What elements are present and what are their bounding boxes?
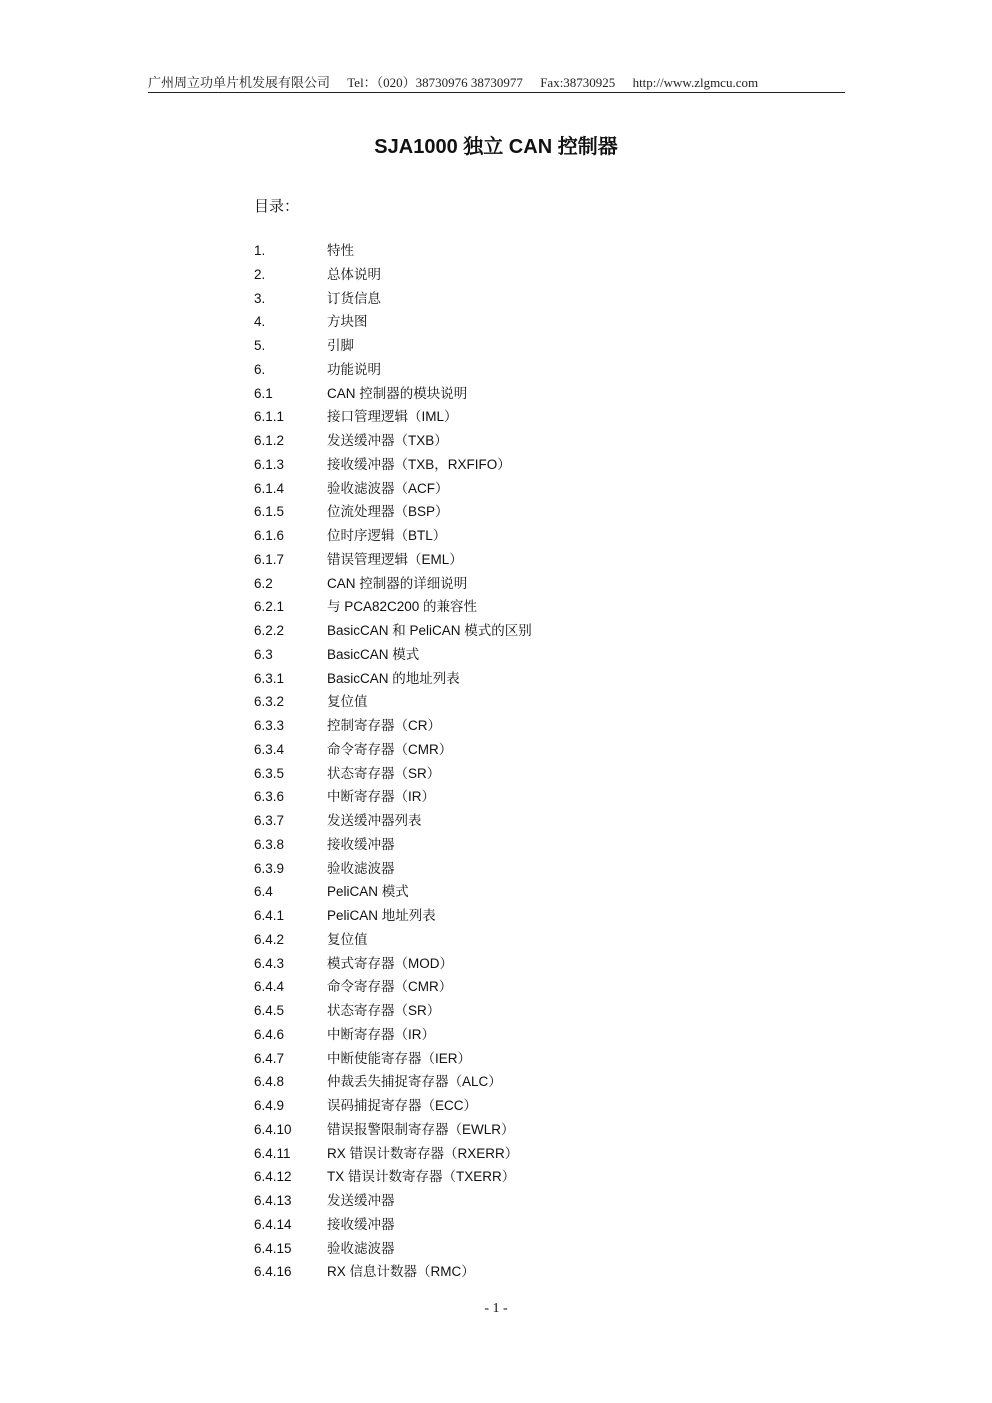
toc-entry	[254, 597, 532, 621]
toc-entry	[254, 621, 532, 645]
toc-entry-number: 6.4.15	[254, 1240, 292, 1256]
toc-entry-title: 中断寄存器（IR）	[327, 1026, 435, 1042]
toc-entry-number: 6.4.7	[254, 1050, 285, 1066]
toc-entry	[254, 265, 532, 289]
toc-entry-title: 模式寄存器（MOD）	[327, 955, 453, 971]
toc-entry	[254, 859, 532, 883]
toc-entry-title: 与 PCA82C200 的兼容性	[327, 599, 478, 615]
toc-entry-number: 6.4.13	[254, 1193, 292, 1208]
toc-entry-number: 1.	[254, 243, 266, 258]
toc-entry	[254, 930, 532, 954]
toc-entry-number: 6.2.2	[254, 623, 285, 638]
toc-entry-number: 6.1.7	[254, 551, 285, 567]
toc-entry	[254, 740, 532, 764]
toc-entry	[254, 526, 532, 550]
toc-entry-number: 6.2.1	[254, 599, 285, 615]
toc-entry-number: 6.1.3	[254, 456, 285, 472]
toc-entry	[254, 1120, 532, 1144]
page-number: - 1 -	[484, 1301, 508, 1316]
toc-entry-number: 6.1.2	[254, 433, 285, 448]
toc-entry-title: 总体说明	[327, 266, 381, 282]
toc-entry-title: 接收缓冲器	[327, 836, 395, 852]
toc-entry	[254, 1025, 532, 1049]
toc-entry-title: 状态寄存器（SR）	[327, 765, 441, 781]
toc-entry-number: 6.3.3	[254, 718, 285, 733]
toc-entry-title: RX 错误计数寄存器（RXERR）	[327, 1145, 519, 1161]
toc-entry	[254, 764, 532, 788]
toc-entry-title: 方块图	[327, 314, 368, 330]
toc-entry-title: 命令寄存器（CMR）	[327, 741, 453, 757]
toc-entry	[254, 669, 532, 693]
toc-entry-title: 接收缓冲器（TXB，RXFIFO）	[327, 456, 511, 472]
toc-entry-title: CAN 控制器的详细说明	[327, 575, 468, 591]
toc-entry	[254, 1262, 532, 1286]
toc-entry	[254, 692, 532, 716]
toc-entry-number: 6.2	[254, 575, 273, 591]
toc-entry	[254, 787, 532, 811]
toc-entry-number: 6.3.6	[254, 789, 285, 805]
toc-entry-number: 6.4.5	[254, 1003, 285, 1018]
toc-entry-title: 位流处理器（BSP）	[327, 504, 449, 520]
toc-entry-title: 位时序逻辑（BTL）	[327, 528, 447, 543]
toc-entry-number: 2.	[254, 266, 266, 282]
toc-entry-title: 发送缓冲器	[327, 1193, 395, 1208]
toc-entry-title: 特性	[327, 243, 354, 258]
toc-entry-number: 6.4.4	[254, 979, 285, 995]
toc-entry	[254, 811, 532, 835]
toc-entry-number: 6.4.14	[254, 1216, 292, 1232]
toc-entry-number: 6.4.9	[254, 1098, 285, 1113]
toc-entry-number: 6.4.10	[254, 1121, 292, 1137]
toc-entry	[254, 1001, 532, 1025]
toc-entry-number: 6.1.5	[254, 504, 285, 520]
toc-entry	[254, 241, 532, 265]
toc-entry-title: 中断使能寄存器（IER）	[327, 1050, 472, 1066]
toc-entry-title: 接口管理逻辑（IML）	[327, 409, 458, 425]
toc-entry-number: 6.3.7	[254, 813, 285, 828]
toc-entry-title: RX 信息计数器（RMC）	[327, 1264, 475, 1280]
toc-entry-title: 接收缓冲器	[327, 1216, 395, 1232]
toc-entry	[254, 455, 532, 479]
toc-entry	[254, 407, 532, 431]
toc-entry-title: 订货信息	[327, 290, 381, 306]
toc-entry	[254, 289, 532, 313]
toc-entry	[254, 645, 532, 669]
toc-entry-title: 验收滤波器	[327, 1240, 395, 1256]
toc-entry	[254, 384, 532, 408]
toc-entry	[254, 906, 532, 930]
toc-entry-title: 功能说明	[327, 361, 381, 377]
toc-entry	[254, 835, 532, 859]
toc-entry-number: 6.4.16	[254, 1264, 292, 1280]
toc-entry-number: 6.1.1	[254, 409, 285, 425]
toc-entry-title: 错误报警限制寄存器（EWLR）	[327, 1121, 515, 1137]
toc-entry-number: 6.	[254, 361, 266, 377]
toc-entry-title: 错误管理逻辑（EML）	[327, 551, 463, 567]
toc-entry	[254, 1096, 532, 1120]
toc-entry	[254, 1167, 532, 1191]
toc-entry-number: 3.	[254, 290, 266, 306]
toc-entry-title: 发送缓冲器列表	[327, 813, 422, 828]
header-fax: Fax:38730925	[540, 75, 616, 90]
toc-entry-title: 控制寄存器（CR）	[327, 718, 441, 733]
toc-entry	[254, 1049, 532, 1073]
toc-entry-number: 6.4	[254, 884, 273, 900]
toc-entry-number: 6.3.8	[254, 836, 285, 852]
toc-entry	[254, 479, 532, 503]
toc-entry-number: 6.1.6	[254, 528, 285, 543]
toc-entry	[254, 882, 532, 906]
toc-entry	[254, 1191, 532, 1215]
toc-entry-number: 6.4.6	[254, 1026, 285, 1042]
toc-entry	[254, 1144, 532, 1168]
toc-entry-number: 6.3.1	[254, 670, 285, 686]
toc-entry	[254, 431, 532, 455]
document-title: SJA1000 独立 CAN 控制器	[374, 136, 618, 158]
toc-entry-number: 6.4.12	[254, 1169, 292, 1185]
toc-entry-title: BasicCAN 和 PeliCAN 模式的区别	[327, 623, 532, 638]
toc-entry-title: 引脚	[327, 338, 354, 353]
toc-entry-title: 发送缓冲器（TXB）	[327, 433, 448, 448]
toc-entry-title: 仲裁丢失捕捉寄存器（ALC）	[327, 1074, 502, 1090]
toc-entry	[254, 1215, 532, 1239]
toc-entry-title: 误码捕捉寄存器（ECC）	[327, 1098, 478, 1113]
toc-entry-number: 6.1	[254, 385, 273, 401]
toc-entry-number: 4.	[254, 314, 266, 330]
toc-entry-title: 中断寄存器（IR）	[327, 789, 435, 805]
toc-entry	[254, 336, 532, 360]
toc-entry-number: 6.4.1	[254, 908, 285, 923]
toc-entry-title: PeliCAN 地址列表	[327, 908, 436, 923]
toc-entry-number: 6.4.2	[254, 931, 285, 947]
toc-entry-number: 6.4.8	[254, 1074, 285, 1090]
toc-entry-title: BasicCAN 的地址列表	[327, 670, 460, 686]
toc-entry-title: 复位值	[327, 931, 368, 947]
header-url: http://www.zlgmcu.com	[632, 75, 759, 90]
table-of-contents	[254, 241, 532, 1286]
toc-entry	[254, 502, 532, 526]
toc-entry-number: 6.1.4	[254, 480, 285, 496]
toc-entry-title: PeliCAN 模式	[327, 884, 409, 900]
toc-entry-number: 6.3.9	[254, 860, 285, 876]
toc-entry-number: 6.3	[254, 646, 273, 662]
toc-entry	[254, 1072, 532, 1096]
toc-entry-title: 复位值	[327, 694, 368, 710]
toc-entry	[254, 716, 532, 740]
header-company: 广州周立功单片机发展有限公司	[148, 75, 331, 90]
toc-entry-title: 验收滤波器（ACF）	[327, 480, 449, 496]
toc-entry-title: CAN 控制器的模块说明	[327, 385, 468, 401]
toc-entry-number: 5.	[254, 338, 266, 353]
toc-entry-title: BasicCAN 模式	[327, 646, 420, 662]
toc-entry	[254, 550, 532, 574]
toc-entry	[254, 312, 532, 336]
toc-heading: 目录：	[254, 198, 300, 215]
toc-entry-title: 状态寄存器（SR）	[327, 1003, 441, 1018]
toc-entry-number: 6.3.2	[254, 694, 285, 710]
header-tel: Tel：（020）38730976 38730977	[347, 75, 523, 90]
toc-entry	[254, 574, 532, 598]
toc-entry-title: 命令寄存器（CMR）	[327, 979, 453, 995]
toc-entry-title: 验收滤波器	[327, 860, 395, 876]
toc-entry	[254, 1239, 532, 1263]
toc-entry-number: 6.4.11	[254, 1145, 291, 1161]
page-header	[148, 72, 845, 93]
toc-entry-number: 6.4.3	[254, 955, 285, 971]
toc-entry	[254, 954, 532, 978]
toc-entry	[254, 360, 532, 384]
toc-entry-number: 6.3.4	[254, 741, 285, 757]
toc-entry-number: 6.3.5	[254, 765, 285, 781]
toc-entry-title: TX 错误计数寄存器（TXERR）	[327, 1169, 516, 1185]
toc-entry	[254, 977, 532, 1001]
